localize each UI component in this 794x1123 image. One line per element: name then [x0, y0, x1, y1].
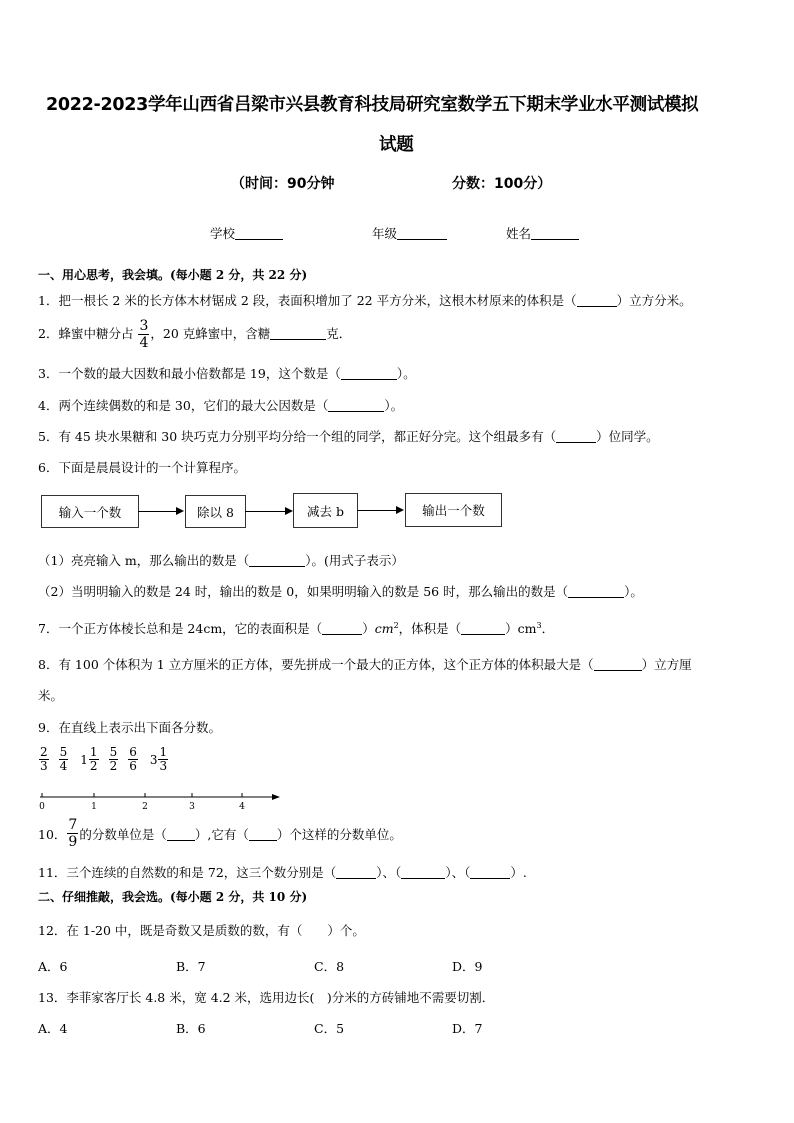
q4-pre: 4．两个连续偶数的和是 30，它们的最大公因数是（ — [38, 398, 329, 413]
flow-arrow-3 — [357, 510, 396, 511]
q7-tail: ）cm — [505, 621, 537, 636]
grade-field — [372, 224, 447, 242]
q10-mid2: ）,它有（ — [194, 826, 249, 842]
number-line[interactable] — [34, 788, 286, 814]
q13-option-b[interactable]: B．6 — [176, 1021, 206, 1036]
tick-label: 4 — [239, 802, 245, 812]
q13-option-a[interactable]: A．4 — [38, 1021, 68, 1036]
q9-fraction: $\frac{2}{3}$ — [40, 745, 48, 773]
q11-tail: ）. — [510, 865, 527, 880]
q7-blank-1[interactable] — [322, 621, 362, 635]
question-3 — [38, 364, 416, 382]
tick-label: 2 — [142, 802, 148, 812]
question-6: 6．下面是晨晨设计的一个计算程序。 — [38, 460, 246, 475]
name-label: 姓名 — [506, 226, 532, 241]
question-11 — [38, 863, 527, 881]
page-title: 2022-2023学年山西省吕梁市兴县教育科技局研究室数学五下期末学业水平测试模拟 — [46, 95, 699, 115]
question-13: 13．李菲家客厅长 4.8 米，宽 4.2 米，选用边长( )分米的方砖铺地不需要切割． — [38, 990, 495, 1005]
q6-sub2-pre: （2）当明明输入的数是 24 时，输出的数是 0，如果明明输入的数是 56 时，那么输出的数是（ — [38, 584, 569, 599]
question-8-line2: 米。 — [38, 688, 64, 703]
q12-option-a[interactable]: A．6 — [38, 959, 68, 974]
q7-end: ． — [541, 621, 555, 636]
question-2 — [38, 318, 351, 351]
q11-blank-1[interactable] — [336, 865, 376, 879]
question-6-part-2 — [38, 582, 643, 600]
q12-option-b[interactable]: B．7 — [176, 959, 206, 974]
school-blank[interactable] — [235, 226, 283, 240]
question-5 — [38, 427, 659, 445]
q9-fraction-list — [38, 746, 169, 773]
q10-pre: 10． — [38, 826, 67, 842]
q9-fraction: $\frac{5}{4}$ — [59, 745, 68, 773]
q4-blank[interactable] — [328, 398, 384, 412]
school-label: 学校 — [210, 226, 236, 241]
name-blank[interactable] — [531, 226, 579, 240]
q7-pre: 7．一个正方体棱长总和是 24cm，它的表面积是（ — [38, 621, 323, 636]
q1-text: 1．把一根长 2 米的长方体木材锯成 2 段，表面积增加了 22 平方分米，这根木材原来的体积是（ — [38, 293, 577, 308]
q2-frac-num: 3 — [139, 318, 149, 334]
section-2-heading: 二、仔细推敲，我会选。(每小题 2 分，共 10 分) — [38, 890, 308, 904]
flow-arrow-1 — [138, 511, 176, 512]
q7-unit-area: cm — [374, 621, 394, 636]
q11-pre: 11．三个连续的自然数的和是 72，这三个数分别是（ — [38, 865, 337, 880]
flow-box-divide: 除以 8 — [185, 495, 246, 528]
q9-fraction: $\frac{5}{2}$ — [109, 745, 118, 773]
q2-fraction — [138, 318, 149, 351]
flow-box-subtract: 减去 b — [293, 493, 358, 528]
page-title-line2: 试题 — [379, 135, 414, 155]
q8-pre: 8．有 100 个体积为 1 立方厘米的正方体，要先拼成一个最大的正方体，这个正方体的体积最大是（ — [38, 657, 594, 672]
question-8 — [38, 655, 692, 673]
q6-sub1-tail: ）。(用式子表示） — [305, 553, 404, 568]
question-7 — [38, 619, 554, 637]
q6-sub1-blank[interactable] — [249, 553, 305, 567]
q2-pre: 2．蜂蜜中糖分占 — [38, 326, 134, 341]
tick-label: 1 — [91, 802, 97, 812]
flow-arrowhead-1 — [176, 507, 184, 515]
q7-unit-area-exp: 2 — [393, 620, 399, 630]
q1-tail: ）立方分米。 — [616, 293, 692, 308]
flow-box-input: 输入一个数 — [41, 495, 139, 528]
q6-sub2-blank[interactable] — [568, 584, 624, 598]
q2-tail: 克． — [326, 326, 352, 341]
flow-arrow-2 — [245, 511, 285, 512]
q13-option-c[interactable]: C．5 — [314, 1021, 345, 1036]
flow-arrowhead-3 — [396, 506, 404, 514]
q9-fraction: $\frac{6}{6}$ — [129, 745, 137, 773]
q3-pre: 3．一个数的最大因数和最小倍数都是 19，这个数是（ — [38, 366, 341, 381]
q12-option-d[interactable]: D．9 — [452, 959, 483, 974]
section-1-heading: 一、用心思考，我会填。(每小题 2 分，共 22 分) — [38, 268, 308, 282]
q7-mid2: ，体积是（ — [398, 621, 462, 636]
q9-fraction: $\frac{1}{2}$ — [89, 745, 98, 773]
question-1 — [38, 291, 692, 309]
q10-frac-den: 9 — [68, 834, 78, 850]
q2-mid: ，20 克蜂蜜中，含糖 — [150, 326, 271, 341]
question-12: 12．在 1-20 中，既是奇数又是质数的数，有（ ）个。 — [38, 923, 365, 938]
flow-arrowhead-2 — [285, 507, 293, 515]
q5-pre: 5．有 45 块水果糖和 30 块巧克力分别平均分给一个组的同学，都正好分完。这个组最多有（ — [38, 429, 557, 444]
question-10 — [38, 817, 402, 850]
q5-tail: ）位同学。 — [596, 429, 659, 444]
q8-tail: ）立方厘 — [641, 657, 692, 672]
q6-sub2-tail: ）。 — [624, 584, 643, 599]
question-9: 9．在直线上表示出下面各分数。 — [38, 720, 221, 735]
q9-fraction-whole: 1 — [80, 752, 88, 767]
q7-mid: ） — [362, 621, 375, 636]
q12-option-c[interactable]: C．8 — [314, 959, 345, 974]
q3-tail: ）。 — [396, 366, 416, 381]
q3-blank[interactable] — [341, 366, 397, 380]
q9-fraction-whole: 3 — [149, 752, 158, 767]
grade-label: 年级 — [372, 226, 398, 241]
q10-blank-2[interactable] — [249, 827, 277, 841]
q11-sep1: ）、（ — [376, 865, 402, 880]
q4-tail: ）。 — [384, 398, 404, 413]
question-4 — [38, 396, 403, 414]
q11-blank-2[interactable] — [401, 865, 445, 879]
grade-blank[interactable] — [397, 226, 447, 240]
name-field — [506, 224, 579, 242]
q13-option-d[interactable]: D．7 — [452, 1021, 483, 1036]
q10-tail: ）个这样的分数单位。 — [276, 826, 402, 842]
tick-label: 3 — [189, 802, 195, 812]
question-6-part-1 — [38, 551, 404, 569]
q7-unit-volume-exp: 3 — [536, 620, 542, 630]
q2-blank[interactable] — [270, 326, 326, 340]
q10-frac-num: 7 — [68, 817, 78, 833]
q11-sep2: ）、（ — [445, 865, 471, 880]
tick-label: 0 — [39, 802, 45, 812]
q10-mid: 的分数单位是（ — [79, 826, 167, 842]
q2-frac-den: 4 — [139, 335, 149, 351]
q9-fraction: $\frac{1}{3}$ — [159, 745, 168, 773]
q11-blank-3[interactable] — [470, 865, 510, 879]
exam-score: 分数：100分） — [452, 176, 552, 192]
q7-blank-2[interactable] — [461, 621, 505, 635]
q10-fraction — [67, 817, 78, 850]
exam-time: （时间：90分钟 — [231, 176, 335, 192]
q6-sub1-pre: （1）亮亮输入 m，那么输出的数是（ — [38, 553, 250, 568]
school-field — [210, 224, 283, 242]
q1-blank[interactable] — [577, 293, 617, 307]
q8-blank[interactable] — [594, 657, 642, 671]
q10-blank-1[interactable] — [167, 827, 195, 841]
q5-blank[interactable] — [556, 429, 596, 443]
flow-box-output: 输出一个数 — [405, 493, 502, 527]
